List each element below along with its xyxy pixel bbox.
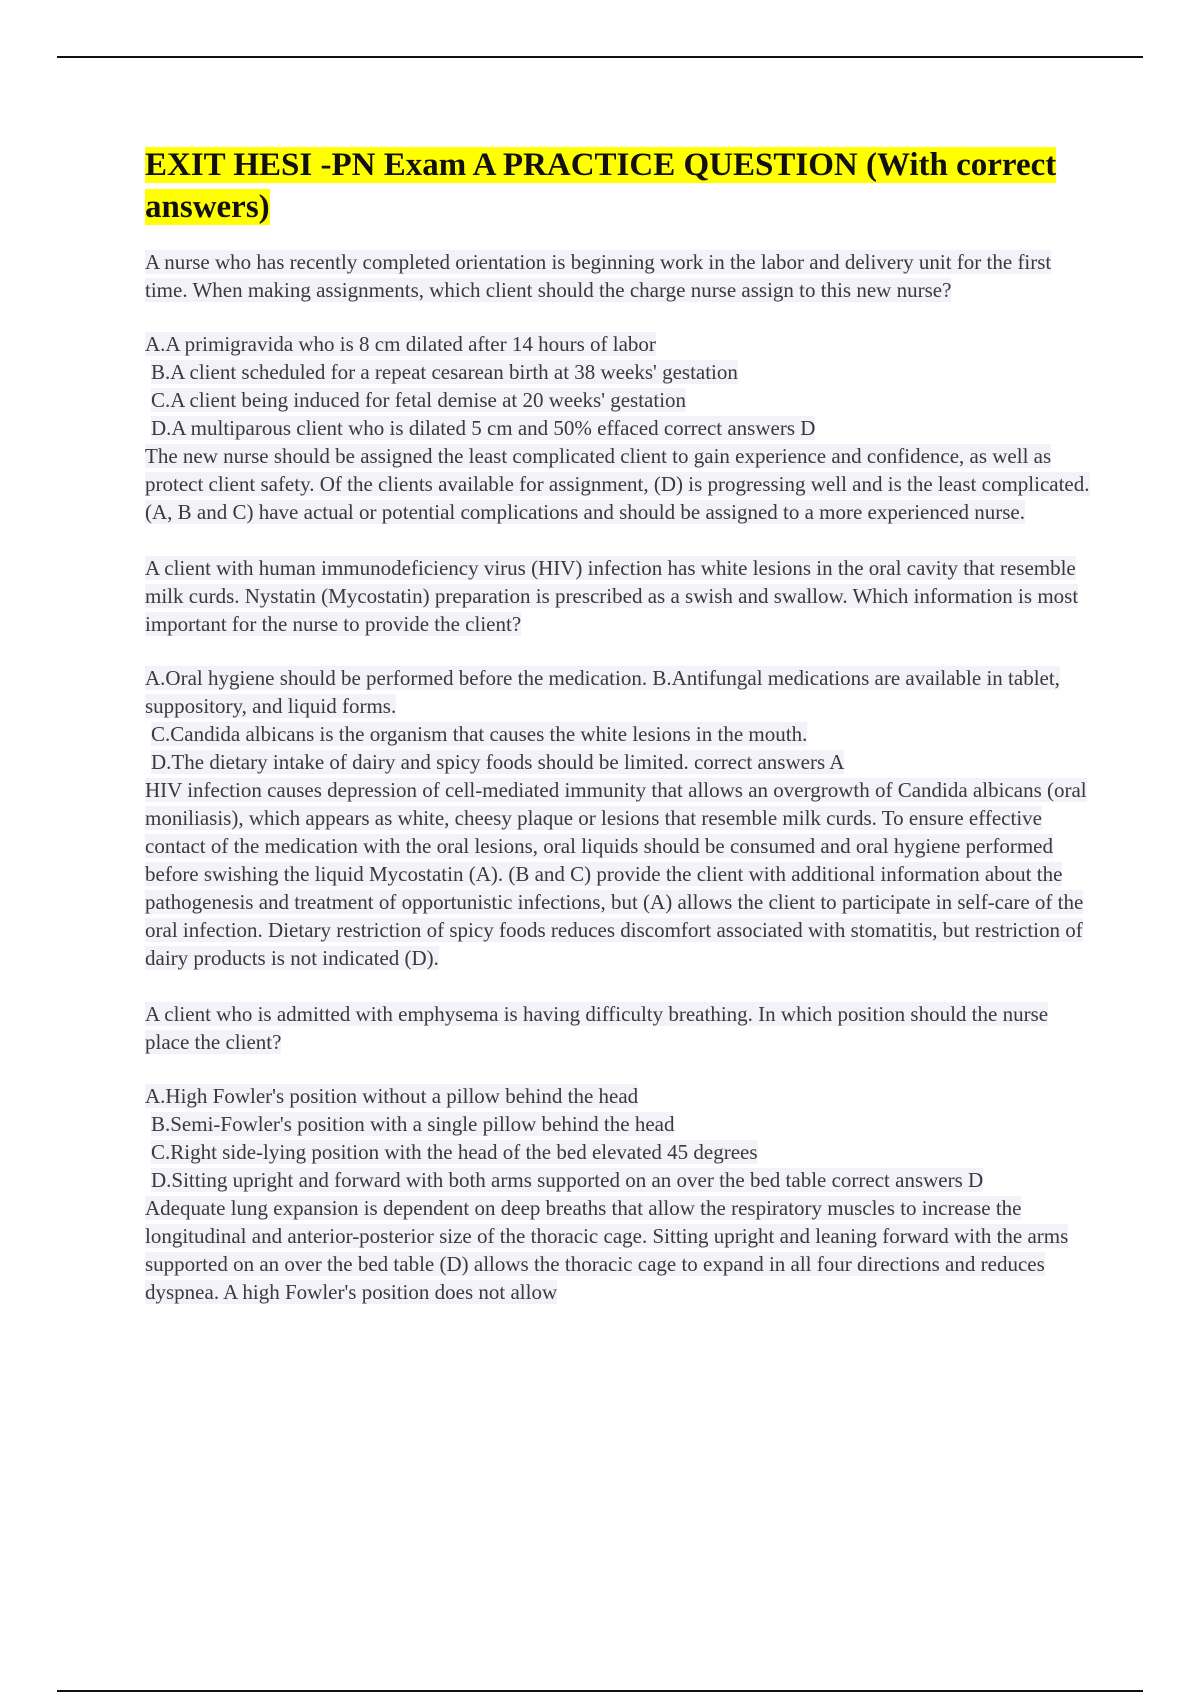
answer-option: B.A client scheduled for a repeat cesarean birth at 38 weeks' gestation <box>151 360 738 384</box>
question-block-2 <box>145 554 1095 972</box>
answer-option: A.A primigravida who is 8 cm dilated after 14 hours of labor <box>145 332 656 356</box>
answer-option: D.A multiparous client who is dilated 5 cm and 50% effaced correct answers D <box>151 416 816 440</box>
question-stem: A client who is admitted with emphysema is having difficulty breathing. In which position should the nurse place the client? <box>145 1002 1049 1054</box>
answer-options <box>145 664 1095 776</box>
answer-option: C.Candida albicans is the organism that causes the white lesions in the mouth. <box>151 722 808 746</box>
question-block-3 <box>145 1000 1095 1306</box>
document-title: EXIT HESI -PN Exam A PRACTICE QUESTION (With correct answers) <box>145 147 1057 225</box>
document-body <box>145 144 1095 1306</box>
answer-option: D.The dietary intake of dairy and spicy foods should be limited. correct answers A <box>151 750 845 774</box>
answer-option: A.High Fowler's position without a pillow behind the head <box>145 1084 639 1108</box>
answer-rationale: The new nurse should be assigned the least complicated client to gain experience and confidence, as well as protect client safety. Of the clients available for assignment, (D) is progressing well and is the least complicated. (A, B and C) have actual or potential complications and should be assigned to a more experienced nurse. <box>145 444 1090 524</box>
question-stem: A client with human immunodeficiency virus (HIV) infection has white lesions in the oral cavity that resemble milk curds. Nystatin (Mycostatin) preparation is prescribed as a swish and swallow. Which information is most important for the nurse to provide the client? <box>145 556 1079 636</box>
footer-rule <box>57 1690 1143 1692</box>
answer-rationale: Adequate lung expansion is dependent on deep breaths that allow the respiratory muscles to increase the longitudinal and anterior-posterior size of the thoracic cage. Sitting upright and leaning forward with the arms supported on an over the bed table (D) allows the thoracic cage to expand in all four directions and reduces dyspnea. A high Fowler's position does not allow <box>145 1196 1069 1304</box>
answer-option: C.A client being induced for fetal demise at 20 weeks' gestation <box>151 388 687 412</box>
answer-option: D.Sitting upright and forward with both arms supported on an over the bed table correct answers D <box>151 1168 984 1192</box>
header-rule <box>57 56 1143 58</box>
answer-option: B.Semi-Fowler's position with a single pillow behind the head <box>151 1112 675 1136</box>
answer-option: A.Oral hygiene should be performed before the medication. B.Antifungal medications are available in tablet, suppository, and liquid forms. <box>145 666 1060 718</box>
question-stem: A nurse who has recently completed orientation is beginning work in the labor and delivery unit for the first time. When making assignments, which client should the charge nurse assign to this new nurse? <box>145 250 1052 302</box>
answer-options <box>145 330 1095 442</box>
question-block-1 <box>145 248 1095 526</box>
answer-rationale: HIV infection causes depression of cell-mediated immunity that allows an overgrowth of Candida albicans (oral moniliasis), which appears as white, cheesy plaque or lesions that resemble milk curds. To ensure effective contact of the medication with the oral lesions, oral liquids should be consumed and oral hygiene performed before swishing the liquid Mycostatin (A). (B and C) provide the client with additional information about the pathogenesis and treatment of opportunistic infections, but (A) allows the client to participate in self-care of the oral infection. Dietary restriction of spicy foods reduces discomfort associated with stomatitis, but restriction of dairy products is not indicated (D). <box>145 778 1087 970</box>
answer-options <box>145 1082 1095 1194</box>
answer-option: C.Right side-lying position with the head of the bed elevated 45 degrees <box>151 1140 758 1164</box>
